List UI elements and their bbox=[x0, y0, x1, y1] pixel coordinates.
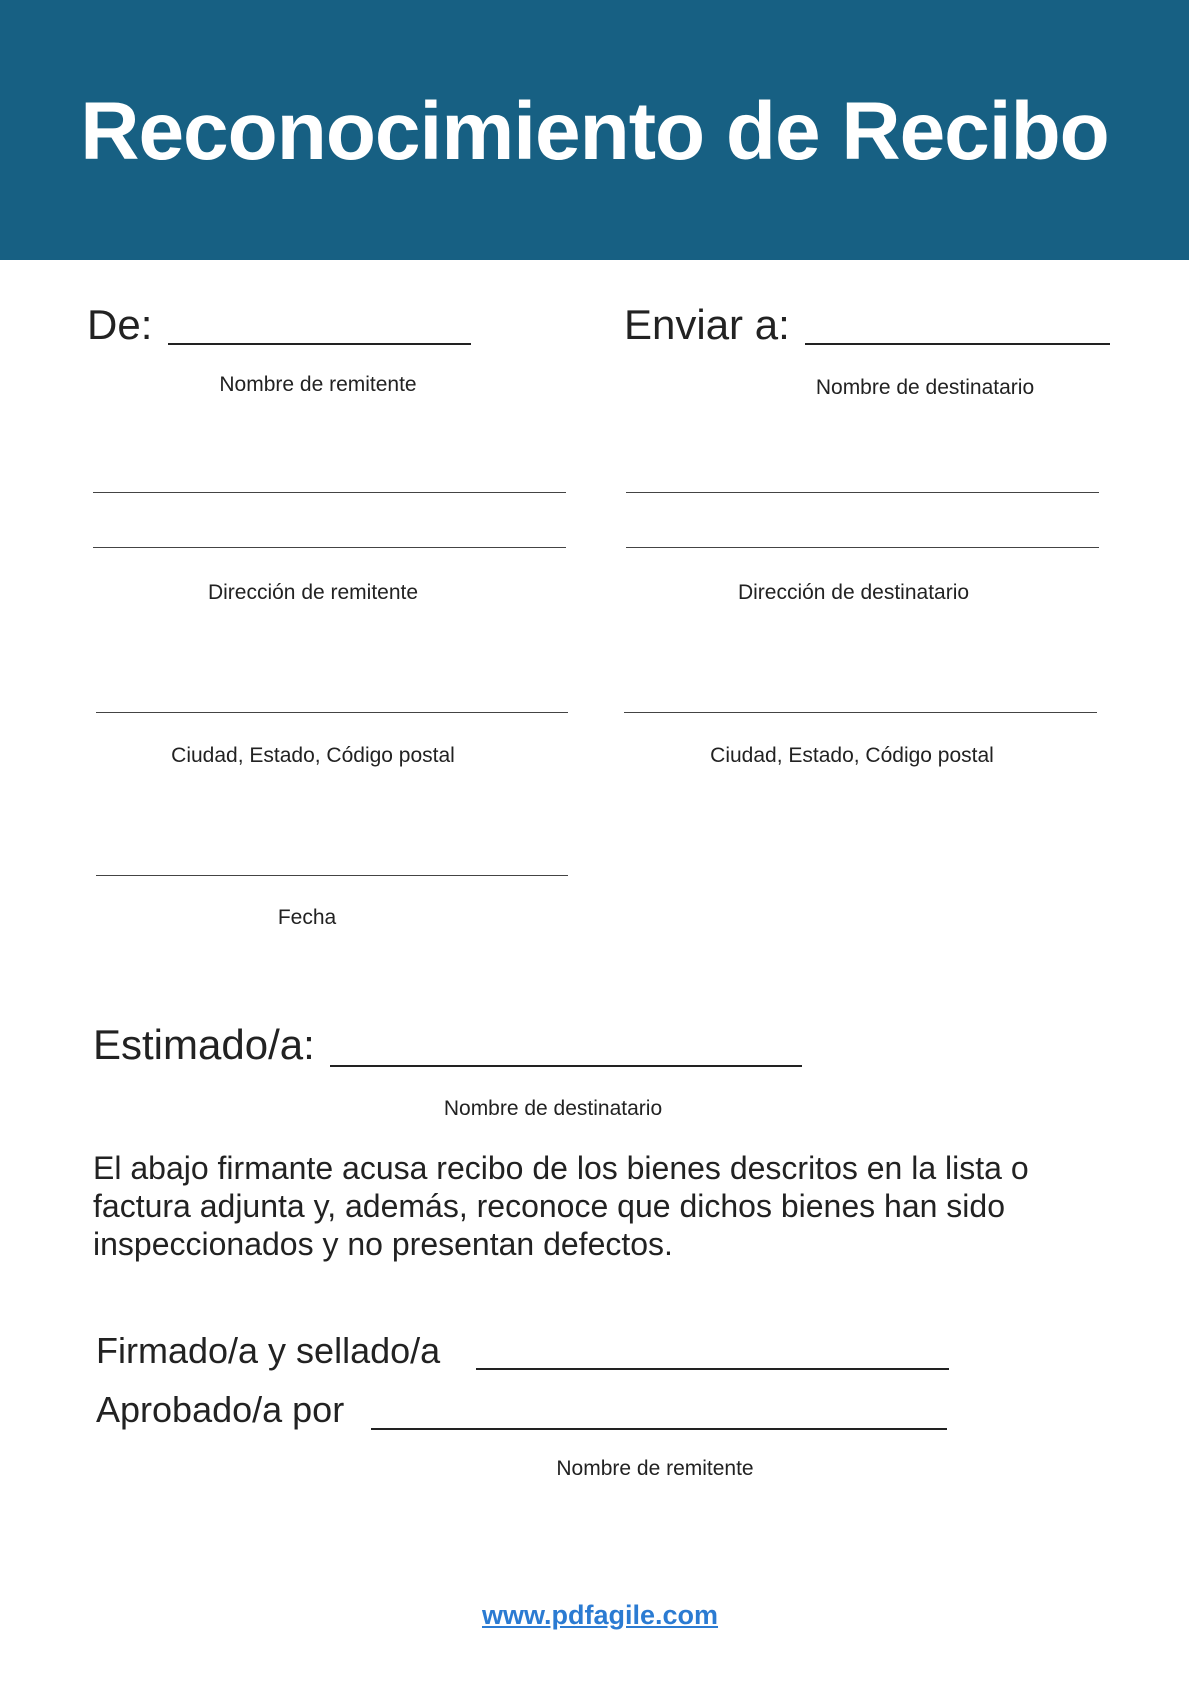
approved-line[interactable] bbox=[371, 1428, 947, 1430]
footer-website-link[interactable]: www.pdfagile.com bbox=[481, 1600, 719, 1630]
signed-line[interactable] bbox=[476, 1368, 949, 1370]
sender-city-caption: Ciudad, Estado, Código postal bbox=[171, 744, 455, 767]
recipient-name-caption: Nombre de destinatario bbox=[815, 376, 1035, 399]
date-caption: Fecha bbox=[277, 906, 337, 929]
recipient-address-line-2[interactable] bbox=[626, 547, 1099, 548]
header-banner bbox=[0, 0, 1189, 260]
recipient-address-line-1[interactable] bbox=[626, 492, 1099, 493]
greeting-name-line[interactable] bbox=[330, 1065, 802, 1067]
sender-name-line[interactable] bbox=[168, 343, 471, 345]
sender-city-line[interactable] bbox=[96, 712, 568, 713]
signed-label: Firmado/a y sellado/a bbox=[96, 1330, 441, 1371]
recipient-name-line[interactable] bbox=[805, 343, 1110, 345]
document-title: Reconocimiento de Recibo bbox=[80, 86, 1109, 177]
to-label: Enviar a: bbox=[624, 301, 790, 348]
signature-caption: Nombre de remitente bbox=[556, 1457, 754, 1480]
recipient-city-line[interactable] bbox=[624, 712, 1097, 713]
approved-label: Aprobado/a por bbox=[96, 1389, 345, 1430]
greeting-label: Estimado/a: bbox=[93, 1021, 315, 1068]
acknowledgement-text: El abajo firmante acusa recibo de los bienes descritos en la lista o factura adjunta y, además, reconoce que dichos bienes han sido inspeccionados y no presentan defectos. bbox=[93, 1150, 1029, 1262]
recipient-city-caption: Ciudad, Estado, Código postal bbox=[710, 744, 994, 767]
sender-address-line-1[interactable] bbox=[93, 492, 566, 493]
sender-name-caption: Nombre de remitente bbox=[219, 373, 417, 396]
greeting-caption: Nombre de destinatario bbox=[443, 1097, 663, 1120]
recipient-address-caption: Dirección de destinatario bbox=[737, 581, 970, 604]
from-label: De: bbox=[87, 301, 153, 348]
sender-address-caption: Dirección de remitente bbox=[207, 581, 419, 604]
sender-address-line-2[interactable] bbox=[93, 547, 566, 548]
date-line[interactable] bbox=[96, 875, 568, 876]
